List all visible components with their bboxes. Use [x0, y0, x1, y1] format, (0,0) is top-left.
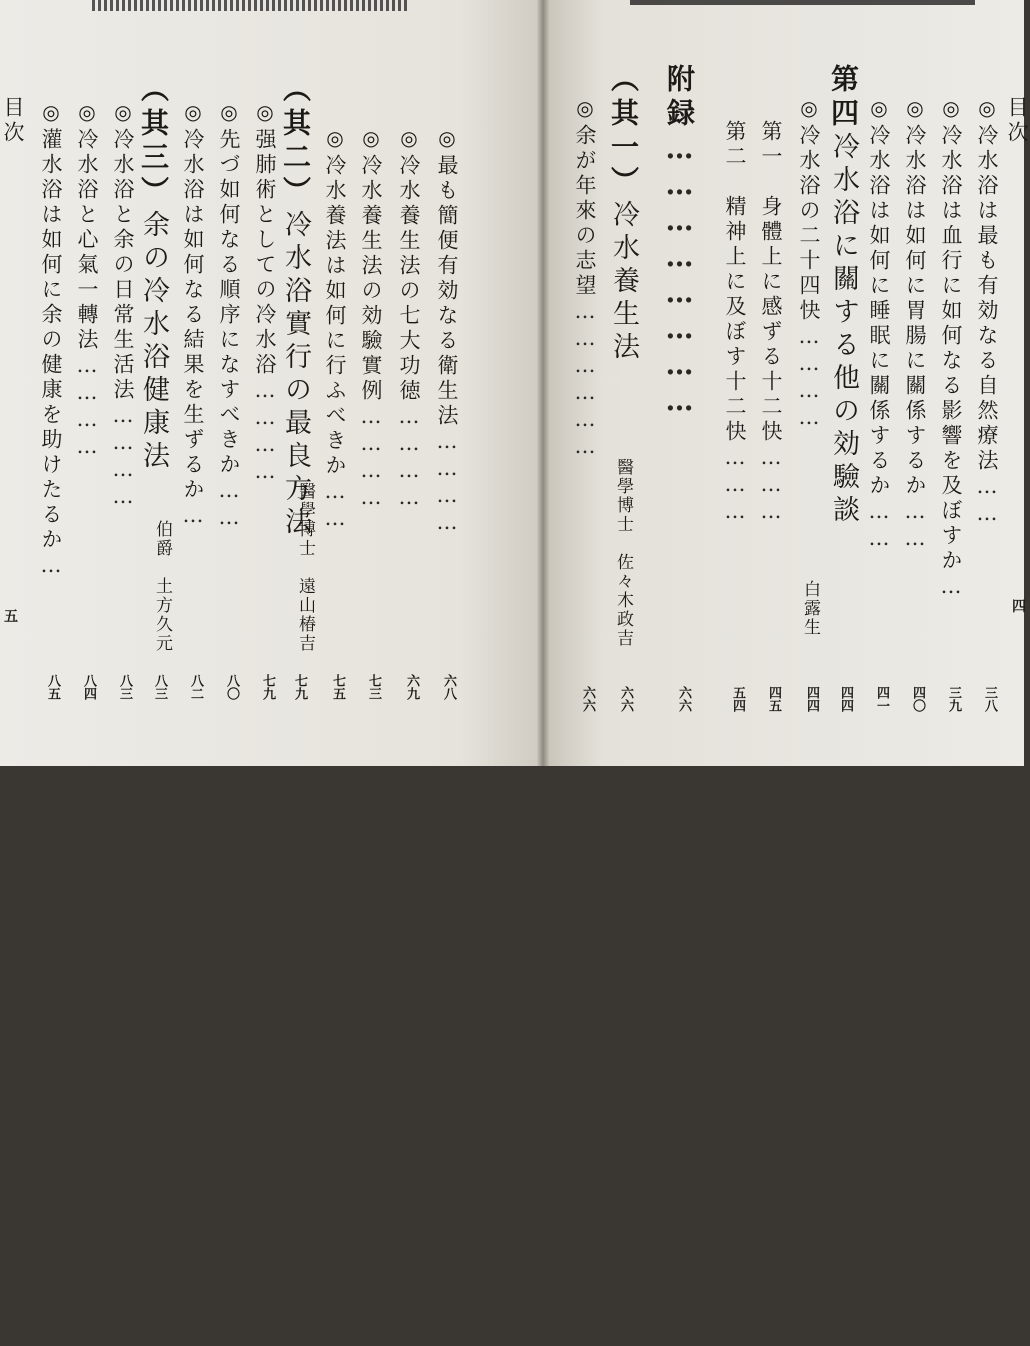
toc-page-number: 四一 [874, 686, 889, 712]
toc-page-number: 七九 [260, 674, 275, 700]
toc-entry[interactable]: ◎冷水養生法の効驗實例………… [359, 126, 383, 512]
toc-page-number: 八五 [45, 674, 60, 700]
toc-entry[interactable]: ◎强肺術としての冷水浴………… [253, 100, 277, 486]
toc-page-number: 八四 [81, 674, 96, 700]
toc-page-number: 八二 [188, 674, 203, 700]
toc-author: 醫學博士 佐々木政吉 [613, 458, 633, 648]
toc-entry[interactable]: ◎冷水浴は血行に如何なる影響を及ぼすか… [939, 96, 963, 601]
toc-entry[interactable]: 第一 身體上に感ずる十二快……… [759, 120, 783, 526]
toc-entry[interactable]: ◎冷水浴の二十四快………… [797, 96, 821, 432]
toc-page-number: 三八 [982, 686, 997, 712]
toc-page-number: 四四 [804, 686, 819, 712]
toc-entry[interactable]: ◎冷水浴と心氣一轉法………… [75, 100, 99, 461]
toc-author: 白露生 [800, 580, 820, 637]
toc-entry[interactable]: ◎冷水浴は最も有効なる自然療法…… [975, 96, 999, 528]
toc-page-number: 四五 [766, 686, 781, 712]
toc-entry[interactable]: ◎冷水養法は如何に行ふべきか…… [323, 126, 347, 533]
toc-page-number: 六六 [580, 686, 595, 712]
toc-section-heading[interactable]: （其三）余の冷水浴健康法 [137, 74, 170, 474]
toc-entry[interactable]: ◎先づ如何なる順序になすべきか…… [217, 100, 241, 532]
toc-entry[interactable]: ◎余が年來の志望……………… [573, 96, 597, 461]
toc-section-heading[interactable]: （其二）冷水浴實行の最良方法 [279, 74, 312, 540]
toc-page-number: 六八 [441, 674, 456, 700]
toc-page-number: 八三 [117, 674, 132, 700]
toc-section-heading[interactable]: 第四冷水浴に關する他の効驗談 [827, 64, 860, 528]
toc-entry[interactable]: ◎冷水浴は如何に睡眠に關係するか…… [867, 96, 891, 553]
toc-page-number: 四四 [838, 686, 853, 712]
toc-page-number: 五四 [730, 686, 745, 712]
toc-page-number: 七五 [330, 674, 345, 700]
left-page-number: 五 [4, 609, 18, 625]
right-page-number: 四 [1012, 599, 1026, 615]
left-ornament-border [92, 0, 410, 11]
toc-entry[interactable]: ◎冷水浴は如何に胃腸に關係するか…… [903, 96, 927, 553]
toc-page-number: 三九 [946, 686, 961, 712]
toc-entry[interactable]: ◎冷水浴と余の日常生活法………… [111, 100, 135, 511]
toc-entry[interactable]: ◎冷水浴は如何なる結果を生ずるか… [181, 100, 205, 530]
toc-entry[interactable]: 第二 精神上に及ぼす十二快……… [723, 120, 747, 526]
appendix-heading[interactable]: 附録…………………… [663, 64, 696, 420]
toc-entry[interactable]: ◎最も簡便有効なる衛生法………… [435, 126, 459, 537]
toc-entry[interactable]: ◎灌水浴は如何に余の健康を助けたるか… [39, 100, 63, 580]
toc-page-number: 八三 [152, 674, 167, 700]
right-running-head: 目次 [1005, 96, 1029, 146]
book-gutter [536, 0, 550, 766]
right-ornament-border [630, 0, 975, 5]
toc-page-number: 六六 [676, 686, 691, 712]
toc-page-number: 六六 [618, 686, 633, 712]
toc-author: 伯爵 土方久元 [152, 520, 172, 653]
toc-page-number: 六九 [404, 674, 419, 700]
toc-author: 醫學博士 遠山椿吉 [295, 482, 315, 653]
left-running-head: 目次 [1, 96, 25, 146]
toc-section-heading[interactable]: （其一）冷水養生法 [607, 64, 640, 365]
toc-page-number: 四〇 [910, 686, 925, 712]
toc-page-number: 八〇 [224, 674, 239, 700]
toc-page-number: 七九 [292, 674, 307, 700]
toc-entry[interactable]: ◎冷水養生法の七大功徳………… [397, 126, 421, 512]
toc-page-number: 七三 [366, 674, 381, 700]
